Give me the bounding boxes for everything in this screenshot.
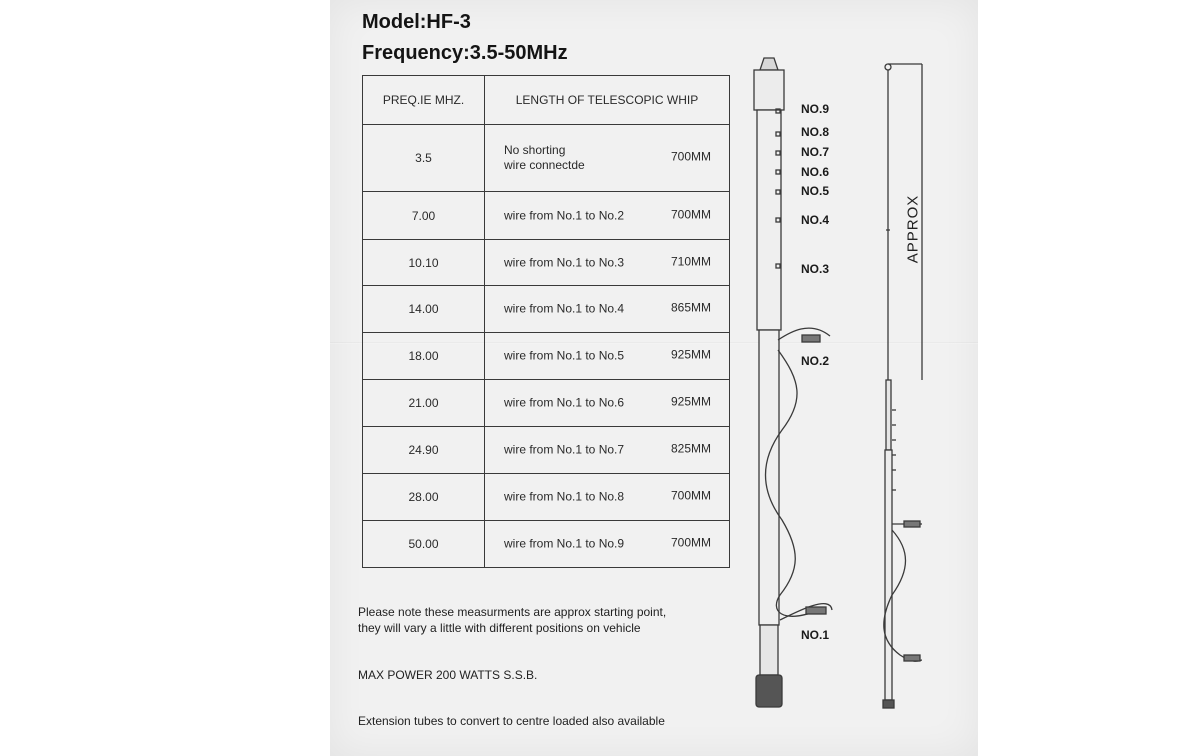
length-cell: [485, 427, 730, 474]
table-row: [363, 125, 730, 192]
table-row: [363, 286, 730, 333]
wire-instruction-line: wire from No.1 to No.9: [504, 536, 625, 551]
whip-length-value: 925MM: [670, 347, 711, 362]
tap-label-no5: NO.5: [801, 184, 830, 198]
length-cell: [485, 521, 730, 568]
wire-instruction-line: No shorting: [504, 143, 566, 157]
table-row: [363, 521, 730, 568]
wire-instruction: [504, 396, 624, 411]
length-cell: [485, 333, 730, 380]
whip-length-value: 925MM: [670, 394, 711, 409]
frequency-cell: 18.00: [363, 333, 485, 380]
frequency-cell: 24.90: [363, 427, 485, 474]
frequency-cell: 7.00: [363, 192, 485, 240]
wire-instruction: [504, 490, 624, 505]
wire-instruction-line: wire from No.1 to No.8: [504, 489, 625, 504]
max-power-note: MAX POWER 200 WATTS S.S.B.: [358, 668, 538, 682]
tap-label-no7: NO.7: [801, 145, 830, 159]
length-cell: [485, 240, 730, 286]
wire-instruction-line: wire from No.1 to No.4: [504, 301, 625, 316]
wire-instruction-line: wire from No.1 to No.3: [504, 255, 625, 269]
frequency-cell: 21.00: [363, 380, 485, 427]
measurement-note-line: Please note these measurments are approx starting point,: [358, 605, 667, 619]
tap-label-no2: NO.2: [801, 354, 830, 368]
tap-label-no6: NO.6: [801, 165, 830, 179]
wire-instruction-line: wire from No.1 to No.2: [504, 208, 625, 222]
measurement-note-line: they will vary a little with different positions on vehicle: [358, 621, 641, 635]
tap-label-no1: NO.1: [801, 628, 830, 642]
frequency-cell: 3.5: [363, 125, 485, 192]
tap-label-no9: NO.9: [801, 102, 830, 116]
frequency-title: Frequency:3.5-50MHz: [362, 42, 568, 64]
whip-length-value: 825MM: [670, 441, 711, 456]
antenna-diagram: [740, 50, 940, 715]
table-row: [363, 474, 730, 521]
tap-label-no8: NO.8: [801, 125, 830, 139]
frequency-length-table: [362, 75, 730, 568]
approx-label-text: APPROX: [904, 194, 922, 264]
table-row: [363, 380, 730, 427]
extension-note: Extension tubes to convert to centre loaded also available: [358, 714, 665, 728]
model-title: Model:HF-3: [362, 11, 471, 33]
frequency-cell: 14.00: [363, 286, 485, 333]
wire-instruction: [504, 349, 624, 364]
length-cell: [485, 125, 730, 192]
length-cell: [485, 192, 730, 240]
frequency-column-header: PREQ.IE MHZ.: [363, 76, 485, 125]
table-row: [363, 192, 730, 240]
table-row: [363, 333, 730, 380]
wire-instruction-line: wire from No.1 to No.5: [504, 348, 625, 363]
wire-instruction: [504, 208, 624, 223]
length-cell: [485, 286, 730, 333]
tap-label-no3: NO.3: [801, 262, 830, 276]
extended-antenna-drawing: [883, 64, 922, 708]
measurement-note: [358, 604, 666, 636]
table-row: [363, 240, 730, 286]
whip-length-value: 865MM: [670, 300, 711, 315]
wire-instruction: [504, 143, 585, 173]
wire-instruction: [504, 537, 624, 552]
length-column-header: LENGTH OF TELESCOPIC WHIP: [485, 76, 730, 125]
whip-length-value: 710MM: [670, 254, 711, 269]
tap-label-no4: NO.4: [801, 213, 830, 227]
wire-instruction: [504, 302, 624, 317]
frequency-cell: 50.00: [363, 521, 485, 568]
length-cell: [485, 380, 730, 427]
wire-instruction: [504, 443, 624, 458]
whip-length-value: 700MM: [670, 488, 711, 503]
whip-length-value: 700MM: [670, 149, 711, 164]
whip-length-value: 700MM: [670, 207, 711, 222]
table-header-row: [363, 76, 730, 125]
frequency-cell: 28.00: [363, 474, 485, 521]
wire-instruction: [504, 255, 624, 270]
wire-instruction-line: wire connectde: [504, 158, 585, 172]
length-cell: [485, 474, 730, 521]
wire-instruction-line: wire from No.1 to No.7: [504, 442, 625, 457]
whip-length-value: 700MM: [670, 535, 711, 550]
frequency-cell: 10.10: [363, 240, 485, 286]
table-row: [363, 427, 730, 474]
wire-instruction-line: wire from No.1 to No.6: [504, 395, 625, 410]
